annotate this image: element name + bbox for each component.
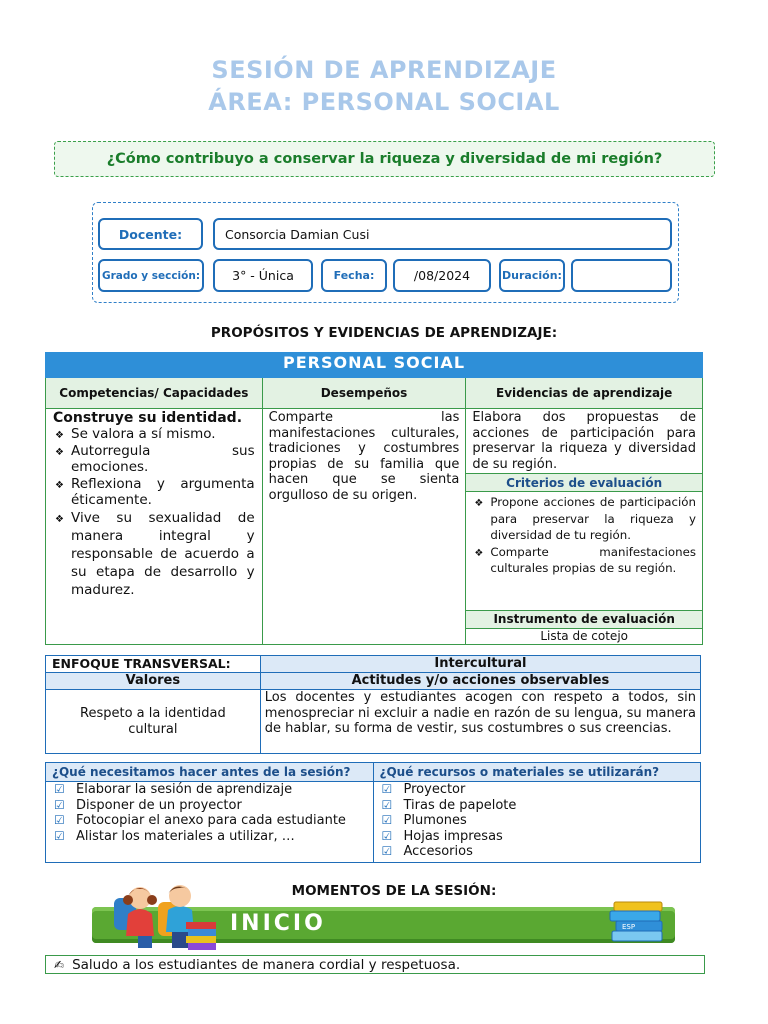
enfoque-value: Intercultural <box>260 656 700 673</box>
criterios-header: Criterios de evaluación <box>466 474 703 492</box>
recurso-item: ☑ Tiras de papelote <box>382 798 697 814</box>
propositos-title: PROPÓSITOS Y EVIDENCIAS DE APRENDIZAJE: <box>210 325 558 341</box>
fecha-label: Fecha: <box>321 259 387 292</box>
desempeno-cell: Comparte las manifestaciones culturales, tradiciones y costumbres propias de su familia que hacen que se sienta orgulloso de su origen. <box>262 409 466 645</box>
evidencia-cell: Elabora dos propuestas de acciones de participación para preservar la riqueza y diversidad de su región. <box>466 409 703 474</box>
actitudes-header: Actitudes y/o acciones observables <box>260 673 700 690</box>
duracion-field[interactable] <box>571 259 672 292</box>
fecha-field[interactable]: /08/2024 <box>393 259 491 292</box>
criterio-item: ❖ Propone acciones de participación para preservar la riqueza y diversidad de tu región. <box>472 494 696 544</box>
recursos-cell <box>373 782 701 863</box>
antes-item: ☑ Elaborar la sesión de aprendizaje <box>54 782 369 798</box>
books-icon <box>608 896 668 946</box>
area-header: PERSONAL SOCIAL <box>46 353 703 378</box>
grado-field[interactable]: 3° - Única <box>213 259 313 292</box>
session-question: ¿Cómo contribuyo a conservar la riqueza y diversidad de mi región? <box>54 141 715 177</box>
preparacion-table <box>45 762 701 863</box>
antes-header: ¿Qué necesitamos hacer antes de la sesión? <box>46 763 374 782</box>
col-desempenos: Desempeños <box>262 378 466 409</box>
recurso-item: ☑ Accesorios <box>382 844 697 860</box>
recurso-item: ☑ Plumones <box>382 813 697 829</box>
valores-header: Valores <box>46 673 261 690</box>
col-competencias: Competencias/ Capacidades <box>46 378 263 409</box>
antes-item: ☑ Fotocopiar el anexo para cada estudiante <box>54 813 369 829</box>
docente-field[interactable]: Consorcia Damian Cusi <box>213 218 672 250</box>
antes-item: ☑ Disponer de un proyector <box>54 798 369 814</box>
saludo-row <box>45 955 705 974</box>
col-evidencias: Evidencias de aprendizaje <box>466 378 703 409</box>
instrumento-value: Lista de cotejo <box>466 628 703 644</box>
competencia-name: Construye su identidad. <box>53 410 243 426</box>
recursos-header: ¿Qué recursos o materiales se utilizarán? <box>373 763 701 782</box>
competencias-cell <box>46 409 263 645</box>
propositos-table <box>45 352 703 645</box>
inicio-label: INICIO <box>230 911 326 936</box>
grado-label: Grado y sección: <box>98 259 204 292</box>
capacidad-item: ❖ Se valora a sí mismo. <box>53 426 255 443</box>
capacidad-item: ❖ Vive su sexualidad de manera integral y responsable de acuerdo a su etapa de desarrollo y madurez. <box>53 509 255 599</box>
instrumento-header: Instrumento de evaluación <box>466 610 703 628</box>
page-title: SESIÓN DE APRENDIZAJE <box>211 56 557 84</box>
valor-cell: Respeto a la identidad cultural <box>46 690 261 754</box>
area-title: ÁREA: PERSONAL SOCIAL <box>208 88 560 116</box>
actitud-cell: Los docentes y estudiantes acogen con respeto a todos, sin menospreciar ni excluir a nadie en razón de su lengua, su manera de hablar, su forma de vestir, sus costumbres o sus creencias. <box>260 690 700 754</box>
criterio-item: ❖ Comparte manifestaciones culturales propias de su región. <box>472 544 696 577</box>
duracion-label: Duración: <box>499 259 565 292</box>
docente-label: Docente: <box>98 218 203 250</box>
antes-item: ☑ Alistar los materiales a utilizar, … <box>54 829 369 845</box>
students-illustration <box>110 876 222 952</box>
momentos-title: MOMENTOS DE LA SESIÓN: <box>291 883 497 899</box>
antes-cell <box>46 782 374 863</box>
capacidad-item: ❖ Autorregula sus emociones. <box>53 443 255 476</box>
pencil-icon: ✍ <box>54 957 65 972</box>
criterios-cell <box>466 492 703 611</box>
books-label: ESP <box>622 923 636 931</box>
capacidad-item: ❖ Reflexiona y argumenta éticamente. <box>53 476 255 509</box>
recurso-item: ☑ Hojas impresas <box>382 829 697 845</box>
enfoque-table <box>45 655 701 754</box>
enfoque-label: ENFOQUE TRANSVERSAL: <box>46 656 261 673</box>
recurso-item: ☑ Proyector <box>382 782 697 798</box>
saludo-text: Saludo a los estudiantes de manera cordial y respetuosa. <box>72 956 461 973</box>
